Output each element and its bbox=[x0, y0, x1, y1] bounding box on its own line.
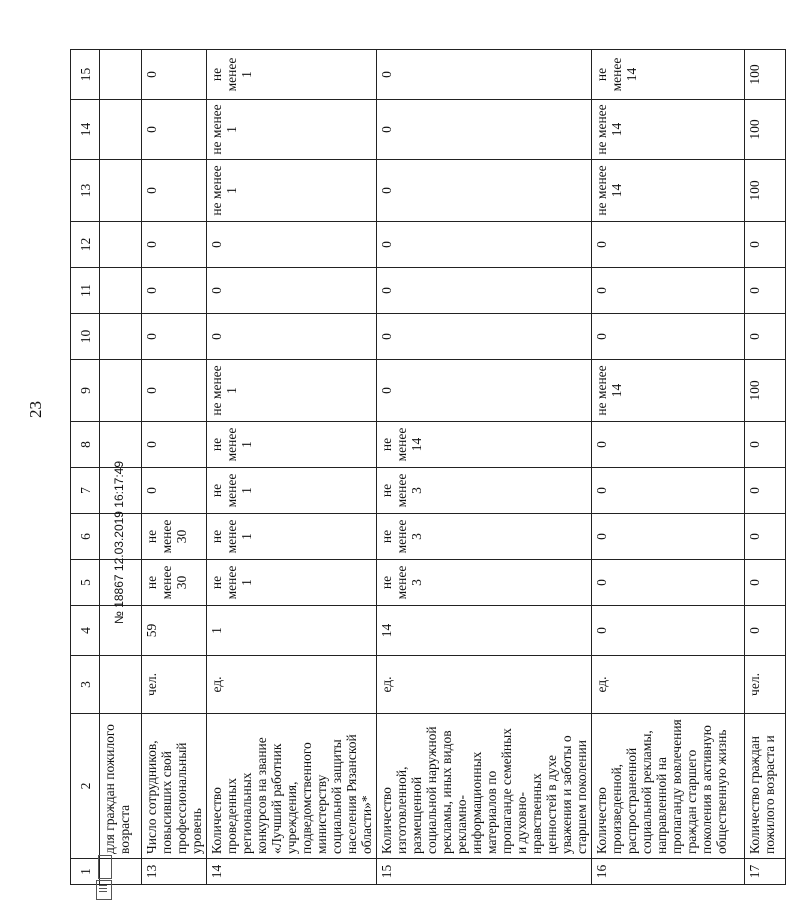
value-cell: не менее 1 bbox=[207, 468, 377, 514]
column-header: 8 bbox=[71, 422, 100, 468]
value-cell: 0 bbox=[745, 560, 786, 606]
value-cell: 0 bbox=[745, 268, 786, 314]
row-number-cell: 14 bbox=[207, 859, 377, 885]
value-cell: 0 bbox=[142, 268, 207, 314]
value-cell: 0 bbox=[207, 314, 377, 360]
value-cell: 0 bbox=[745, 514, 786, 560]
unit-cell: ед. bbox=[207, 656, 377, 714]
indicators-table-wrap bbox=[70, 50, 777, 885]
value-cell: 0 bbox=[592, 468, 745, 514]
value-cell bbox=[100, 314, 142, 360]
column-header: 1 bbox=[71, 859, 100, 885]
row-number-cell: 13 bbox=[142, 859, 207, 885]
value-cell: 0 bbox=[142, 50, 207, 100]
column-header: 2 bbox=[71, 714, 100, 859]
page-number: 23 bbox=[26, 401, 45, 418]
row-number-cell: 15 bbox=[377, 859, 592, 885]
value-cell: 0 bbox=[592, 514, 745, 560]
value-cell: не менее 14 bbox=[377, 422, 592, 468]
column-header: 4 bbox=[71, 606, 100, 656]
value-cell: не менее 14 bbox=[592, 50, 745, 100]
row-number-cell: 17 bbox=[745, 859, 786, 885]
value-cell: не менее 14 bbox=[592, 360, 745, 422]
value-cell: не менее 1 bbox=[207, 560, 377, 606]
value-cell: 0 bbox=[592, 268, 745, 314]
value-cell: не менее 3 bbox=[377, 560, 592, 606]
value-cell bbox=[100, 50, 142, 100]
value-cell: 0 bbox=[142, 222, 207, 268]
column-header: 6 bbox=[71, 514, 100, 560]
value-cell: 100 bbox=[745, 50, 786, 100]
value-cell bbox=[100, 268, 142, 314]
table-row bbox=[142, 50, 207, 885]
value-cell: 0 bbox=[377, 222, 592, 268]
column-header: 10 bbox=[71, 314, 100, 360]
value-cell: 0 bbox=[377, 50, 592, 100]
unit-cell bbox=[100, 656, 142, 714]
value-cell: не менее 1 bbox=[207, 160, 377, 222]
value-cell: 0 bbox=[377, 160, 592, 222]
value-cell: 0 bbox=[142, 468, 207, 514]
value-cell: 0 bbox=[745, 468, 786, 514]
value-cell: не менее 1 bbox=[207, 100, 377, 160]
value-cell bbox=[100, 360, 142, 422]
value-cell: 100 bbox=[745, 360, 786, 422]
value-cell: 0 bbox=[377, 360, 592, 422]
value-cell: не менее 1 bbox=[207, 50, 377, 100]
indicator-name-cell: Число сотрудников, повысивших свой профессиональный уровень bbox=[142, 714, 207, 859]
value-cell: 0 bbox=[142, 360, 207, 422]
value-cell: 0 bbox=[592, 222, 745, 268]
indicator-name-cell: для граждан пожилого возраста bbox=[100, 714, 142, 859]
value-cell: не менее 30 bbox=[142, 560, 207, 606]
value-cell: 0 bbox=[377, 314, 592, 360]
column-header: 3 bbox=[71, 656, 100, 714]
value-cell: не менее 1 bbox=[207, 360, 377, 422]
value-cell: 0 bbox=[745, 222, 786, 268]
value-cell: 0 bbox=[592, 606, 745, 656]
unit-cell: чел. bbox=[745, 656, 786, 714]
value-cell: 0 bbox=[142, 100, 207, 160]
value-cell: 0 bbox=[592, 560, 745, 606]
value-cell: 0 bbox=[745, 606, 786, 656]
unit-cell: чел. bbox=[142, 656, 207, 714]
signature-mark bbox=[98, 855, 112, 879]
value-cell: 0 bbox=[207, 222, 377, 268]
value-cell: 0 bbox=[207, 268, 377, 314]
value-cell: 0 bbox=[377, 100, 592, 160]
value-cell: 0 bbox=[745, 314, 786, 360]
value-cell: не менее 1 bbox=[207, 514, 377, 560]
value-cell: 0 bbox=[745, 422, 786, 468]
column-header: 14 bbox=[71, 100, 100, 160]
column-header: 5 bbox=[71, 560, 100, 606]
value-cell: не менее 1 bbox=[207, 422, 377, 468]
table-row bbox=[745, 50, 786, 885]
value-cell bbox=[100, 222, 142, 268]
unit-cell: ед. bbox=[592, 656, 745, 714]
value-cell: 100 bbox=[745, 160, 786, 222]
indicator-name-cell: Количество проведенных региональных конкурсов на звание «Лучший работник учреждения, подведомственного министерству социальной защиты населения Рязанской области»* bbox=[207, 714, 377, 859]
value-cell: не менее 14 bbox=[592, 100, 745, 160]
value-cell: 14 bbox=[377, 606, 592, 656]
unit-cell: ед. bbox=[377, 656, 592, 714]
table-header-row bbox=[71, 50, 100, 885]
value-cell bbox=[100, 160, 142, 222]
column-header: 12 bbox=[71, 222, 100, 268]
value-cell: 59 bbox=[142, 606, 207, 656]
value-cell: не менее 3 bbox=[377, 514, 592, 560]
value-cell: не менее 3 bbox=[377, 468, 592, 514]
column-header: 15 bbox=[71, 50, 100, 100]
value-cell: 0 bbox=[142, 160, 207, 222]
value-cell: 0 bbox=[592, 314, 745, 360]
indicators-table bbox=[70, 49, 786, 885]
column-header: 11 bbox=[71, 268, 100, 314]
document-icon bbox=[96, 880, 112, 900]
column-header: 7 bbox=[71, 468, 100, 514]
table-row bbox=[592, 50, 745, 885]
value-cell: 0 bbox=[142, 422, 207, 468]
value-cell: 100 bbox=[745, 100, 786, 160]
indicator-name-cell: Количество произведенной, распространенной социальной рекламы, направленной на пропаганду вовлечения граждан старшего поколения в активную общественную жизнь bbox=[592, 714, 745, 859]
indicator-name-cell: Количество изготовленной, размещенной социальной наружной рекламы, иных видов рекламно-информационных материалов по пропаганде семейных и духовно-нравственных ценностей в духе уважения и заботы о старшем поколении bbox=[377, 714, 592, 859]
value-cell: 1 bbox=[207, 606, 377, 656]
value-cell bbox=[100, 100, 142, 160]
value-cell: не менее 30 bbox=[142, 514, 207, 560]
registration-stamp: № 18867 12.03.2019 16:17:49 bbox=[112, 460, 126, 624]
table-row bbox=[377, 50, 592, 885]
row-number-cell: 16 bbox=[592, 859, 745, 885]
value-cell: 0 bbox=[142, 314, 207, 360]
indicator-name-cell: Количество граждан пожилого возраста и bbox=[745, 714, 786, 859]
value-cell: не менее 14 bbox=[592, 160, 745, 222]
value-cell: 0 bbox=[377, 268, 592, 314]
column-header: 13 bbox=[71, 160, 100, 222]
column-header: 9 bbox=[71, 360, 100, 422]
value-cell: 0 bbox=[592, 422, 745, 468]
table-row bbox=[207, 50, 377, 885]
